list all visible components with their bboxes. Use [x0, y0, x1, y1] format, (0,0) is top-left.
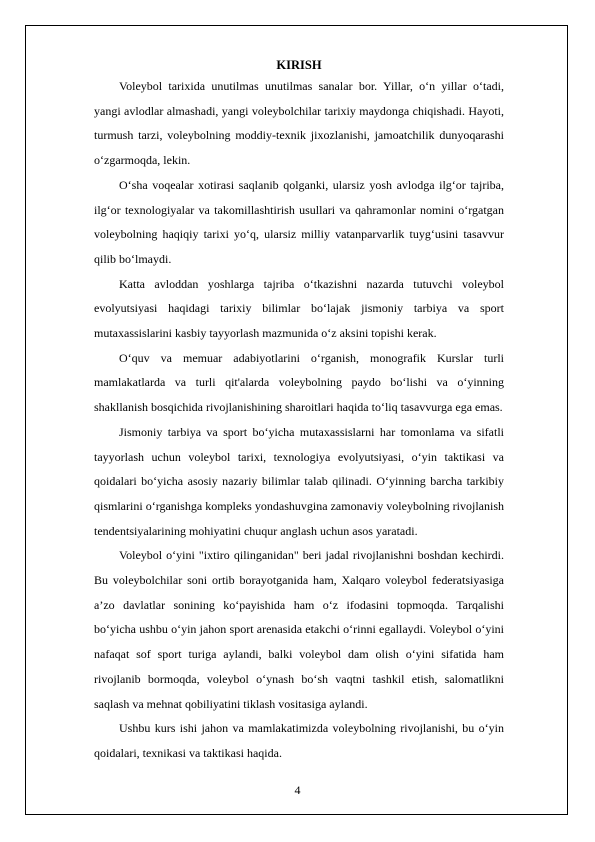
page-number: 4 — [294, 783, 301, 797]
paragraph-7: Ushbu kurs ishi jahon va mamlakatimizda voleybolning rivojlanishi, bu o‘yin qoidalari, texnikasi va taktikasi haqida. — [94, 721, 504, 760]
paragraph-1: Voleybol tarixida unutilmas unutilmas sanalar bor. Yillar, o‘n yillar o‘tadi, yangi avlodlar almashadi, yangi voleybolchilar tarixiy maydonga chiqishadi. Hayoti, turmush tarzi, voleybolning moddiy-texnik jixozlanishi, jamoatchilik dunyoqarashi o‘zgarmoqda, lekin. — [94, 79, 504, 168]
paragraph-6: Voleybol o‘yini "ixtiro qilinganidan" beri jadal rivojlanishni boshdan kechirdi. Bu voleybolchilar soni ortib borayotganida ham, Xalqaro voleybol federatsiyasiga a’zo davlatlar sonining ko‘payishida ham o‘z ifodasini topmoqda. Tarqalishi bo‘yicha ushbu o‘yin jahon sport arenasida etakchi o‘rinni egallaydi. Voleybol o‘yini nafaqat sof sport turiga aylandi, balki voleybol dam olish o‘yini sifatida ham rivojlanib bormoqda, voleybol o‘ynash bo‘sh vaqtni tashkil etish, salomatlikni saqlash va mehnat qobiliyatini tiklash vositasiga aylandi. — [94, 548, 504, 711]
paragraph-2: O‘sha voqealar xotirasi saqlanib qolganki, ularsiz yosh avlodga ilg‘or tajriba, ilg‘or texnologiyalar va takomillashtirish usullari va qahramonlar nomini o‘rgatgan voleybolning haqiqiy tarixi yo‘q, ularsiz milliy vatanparvarlik tuyg‘usini tasavvur qilib bo‘lmaydi. — [94, 177, 504, 266]
document-title: KIRISH — [276, 58, 322, 72]
paragraph-5: Jismoniy tarbiya va sport bo‘yicha mutaxassislarni har tomonlama va sifatli tayyorlash uchun voleybol tarixi, texnologiya evolyutsiyasi, o‘yin taktikasi va qoidalari bo‘yicha asosiy nazariy bilimlar talab qilinadi. O‘yinning barcha tarkibiy qismlarini o‘rganishga kompleks yondashuvgina zamonaviy voleybolning rivojlanish tendentsiyalarining mohiyatini chuqur anglash uchun asos yaratadi. — [94, 424, 504, 538]
paragraph-4: O‘quv va memuar adabiyotlarini o‘rganish, monografik Kurslar turli mamlakatlarda va turli qit'alarda voleybolning paydo bo‘lishi va o‘yinning shakllanish bosqichida rivojlanishining sharoitlari haqida to‘liq tasavvurga ega emas. — [94, 350, 504, 415]
paragraph-3: Katta avloddan yoshlarga tajriba o‘tkazishni nazarda tutuvchi voleybol evolyutsiyasi haqidagi tarixiy bilimlar bo‘lajak jismoniy tarbiya va sport mutaxassislarini kasbiy tayyorlash mazmunida o‘z aksini topishi kerak. — [94, 276, 504, 341]
document-body — [94, 57, 504, 766]
